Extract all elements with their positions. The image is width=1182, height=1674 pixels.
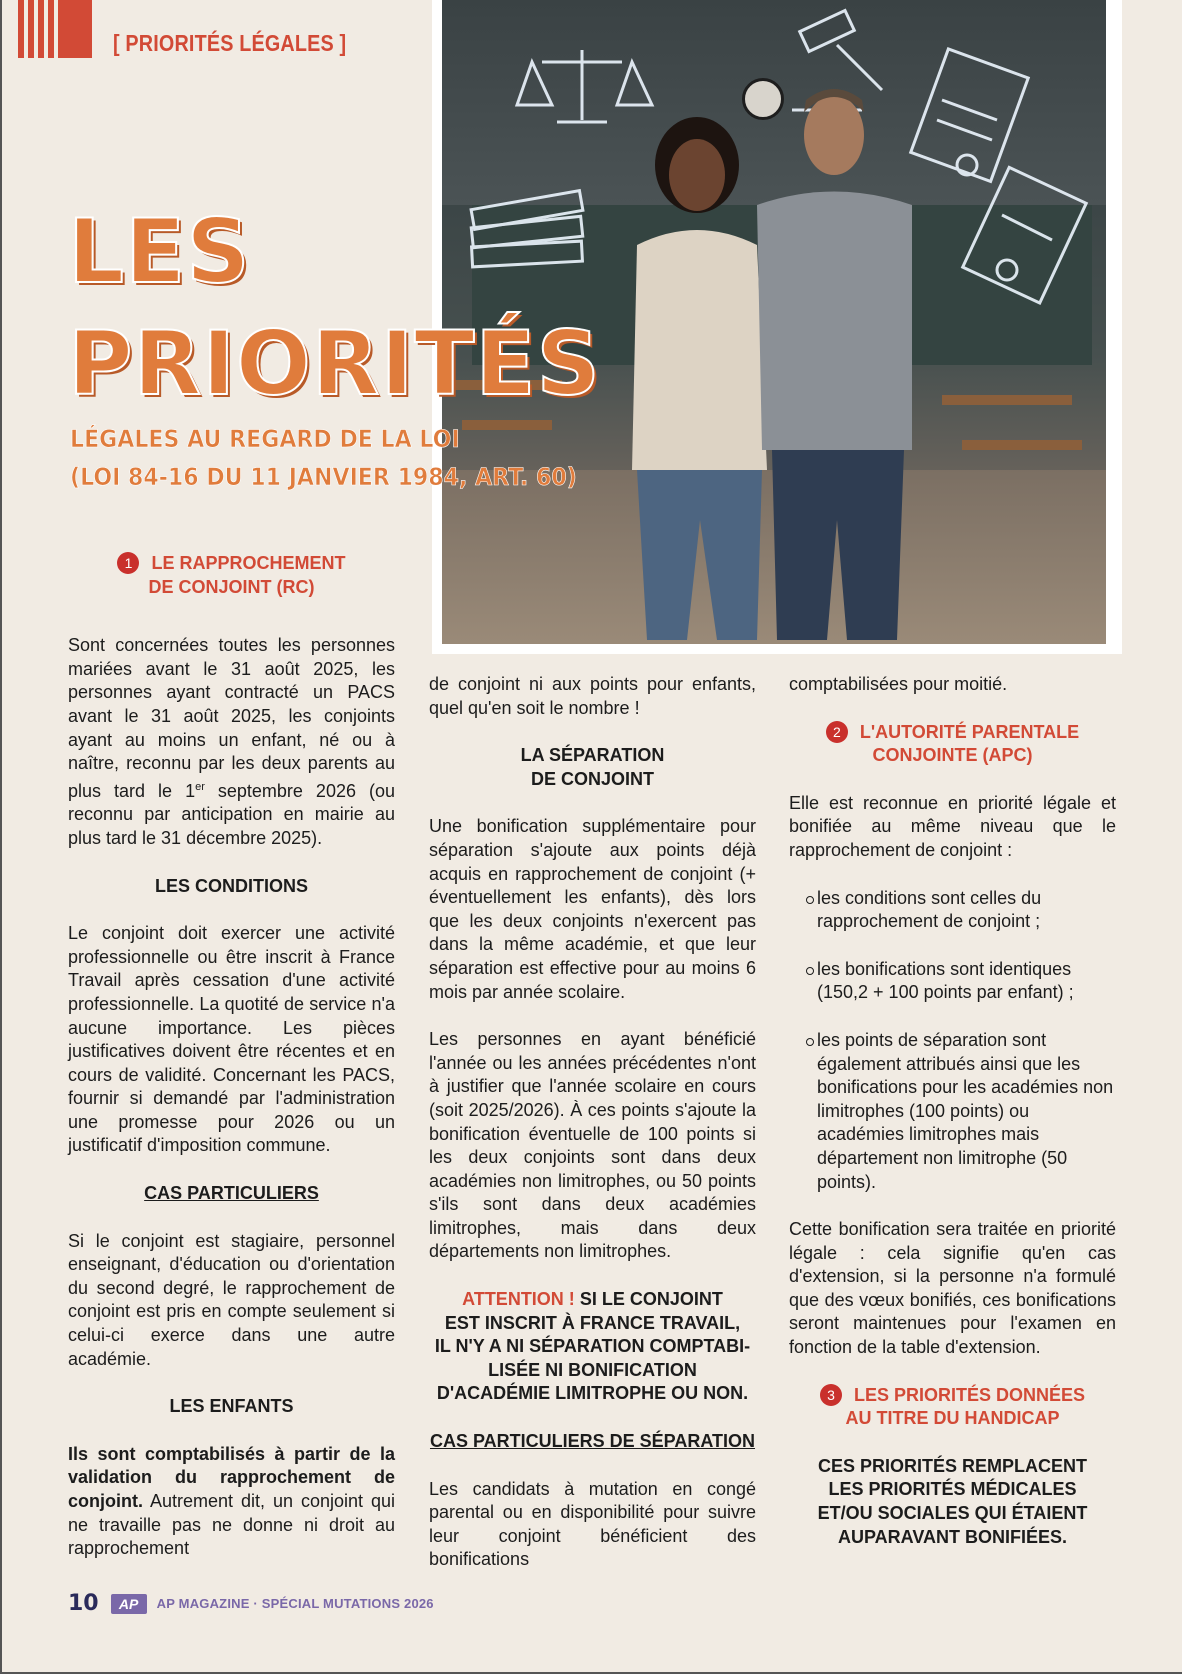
section-heading-apc: 2 L'AUTORITÉ PARENTALE CONJOINTE (APC) [789,721,1116,768]
header-stripes [18,0,98,58]
page-subtitle: LÉGALES AU REGARD DE LA LOI (LOI 84-16 DU 11 JANVIER 1984, ART. 60) [70,425,577,491]
section-heading-handicap: 3 LES PRIORITÉS DONNÉES AU TITRE DU HANDICAP [789,1384,1116,1431]
paragraph-cas-particuliers: Si le conjoint est stagiaire, personnel enseignant, d'éducation ou d'orientation du second degré, le rapprochement de conjoint est pris en compte seulement si celui-ci exerce dans une autre académie. [68,1230,395,1369]
paragraph-rc-intro: Sont concernées toutes les personnes mariées avant le 31 août 2025, les personnes ayant contracté un PACS avant le 31 août 2025, les conjoints ayant au moins un enfant, né ou à naître, reconnu par les deux parents au plus tard le 1er septembre 2026 (ou reconnu par anticipation en mairie au plus tard le 31 décembre 2025). [68,635,396,848]
section-number-1: 1 [117,552,139,574]
heading-conditions: LES CONDITIONS [154,875,308,896]
paragraph-separation-2: Les personnes en ayant bénéficié l'année ou les années précédentes n'ont à justifier que l'année scolaire en cours (soit 2025/2026). À ces points s'ajoute la bonification éventuelle de 100 points si les deux conjoints sont dans deux académies non limitrophes, ou 50 points s'ils sont dans deux académies limitrophes, mais dans deux départements non limitrophes. [429,1029,756,1262]
attention-callout: ATTENTION ! SI LE CONJOINT EST INSCRIT À FRANCE TRAVAIL, IL N'Y A NI SÉPARATION COMPTABI- LISÉE NI BONIFICATION D'ACADÉMIE LIMITROPHE OU NON. [434,1289,751,1404]
page-left-rule [0,0,2,1674]
woman-figure [632,117,767,640]
man-figure [757,89,912,640]
paragraph-separation-1: Une bonification supplémentaire pour séparation s'ajoute aux points déjà acquis en rapprochement de conjoint (+ éventuellement les enfants), dès lors que les deux conjoints n'exercent pas dans la même académie, et que leur séparation est effective pour au moins 6 mois par année scolaire. [429,816,756,1002]
heading-cas-separation: CAS PARTICULIERS DE SÉPARATION [429,1431,756,1452]
section-heading-rc: 1 LE RAPPROCHEMENT DE CONJOINT (RC) [68,552,395,599]
paragraph-cas-separation: Les candidats à mutation en congé parental ou en disponibilité pour suivre leur conjoint bénéficient des bonifications [429,1478,756,1570]
paragraph-enfants: Ils sont comptabilisés à partir de la validation du rapprochement de conjoint. Autrement dit, un conjoint qui ne travaille pas ne donne ni droit au rapprochement [68,1443,395,1559]
paragraph-conditions: Le conjoint doit exercer une activité professionnelle ou être inscrit à France Travail après cessation d'une activité professionnelle. La quotité de service n'a aucune importance. Les pièces justificatives doivent être récentes et en cours de validité. Concernant les PACS, fournir si demandé par l'administration une promesse pour 2026 ou un justificatif d'imposition commune. [68,923,395,1156]
certificate-icon [963,167,1087,303]
page-title: LES PRIORITÉS [68,200,601,415]
section-number-3: 3 [820,1384,842,1406]
ap-logo: AP [111,1594,147,1614]
paragraph-extension: Cette bonification sera traitée en priorité légale : cela signifie qu'en cas d'extension, si la personne n'a formulé que des vœux bonifiés, ces bonifications seront maintenues pour l'examen en fonction de la table d'extension. [789,1219,1116,1358]
heading-enfants: LES ENFANTS [169,1396,294,1417]
heading-separation: LA SÉPARATION DE CONJOINT [520,745,665,789]
section-tag: [ PRIORITÉS LÉGALES ] [113,30,347,56]
column-2 [429,673,756,1572]
list-item: les points de séparation sont également attribués ainsi que les bonifications pour les académies non limitrophes (100 points) ou académies limitrophes mais département non limitrophe (50 points). [789,1029,1116,1194]
section-number-2: 2 [826,721,848,743]
paragraph-continuation: de conjoint ni aux points pour enfants, quel qu'en soit le nombre ! [429,674,756,718]
paragraph-apc: Elle est reconnue en priorité légale et bonifiée au même niveau que le rapprochement de conjoint : [789,792,1116,860]
apc-bullet-list [789,887,1116,1195]
paragraph-continuation-3: comptabilisées pour moitié. [789,674,1008,694]
page-number: 10 [68,1591,99,1616]
heading-cas-particuliers: CAS PARTICULIERS [144,1183,319,1204]
column-1 [68,552,395,1561]
column-3 [789,673,1116,1549]
list-item: les bonifications sont identiques (150,2 + 100 points par enfant) ; [789,958,1116,1005]
document-icon [911,49,1028,181]
page-footer [68,1591,434,1616]
list-item: les conditions sont celles du rapprochement de conjoint ; [789,887,1116,934]
magazine-name: AP MAGAZINE · SPÉCIAL MUTATIONS 2026 [156,1596,434,1611]
scales-icon [517,50,652,122]
handicap-statement: CES PRIORITÉS REMPLACENT LES PRIORITÉS MÉDICALES ET/OU SOCIALES QUI ÉTAIENT AUPARAVANT BONIFIÉES. [817,1455,1088,1547]
